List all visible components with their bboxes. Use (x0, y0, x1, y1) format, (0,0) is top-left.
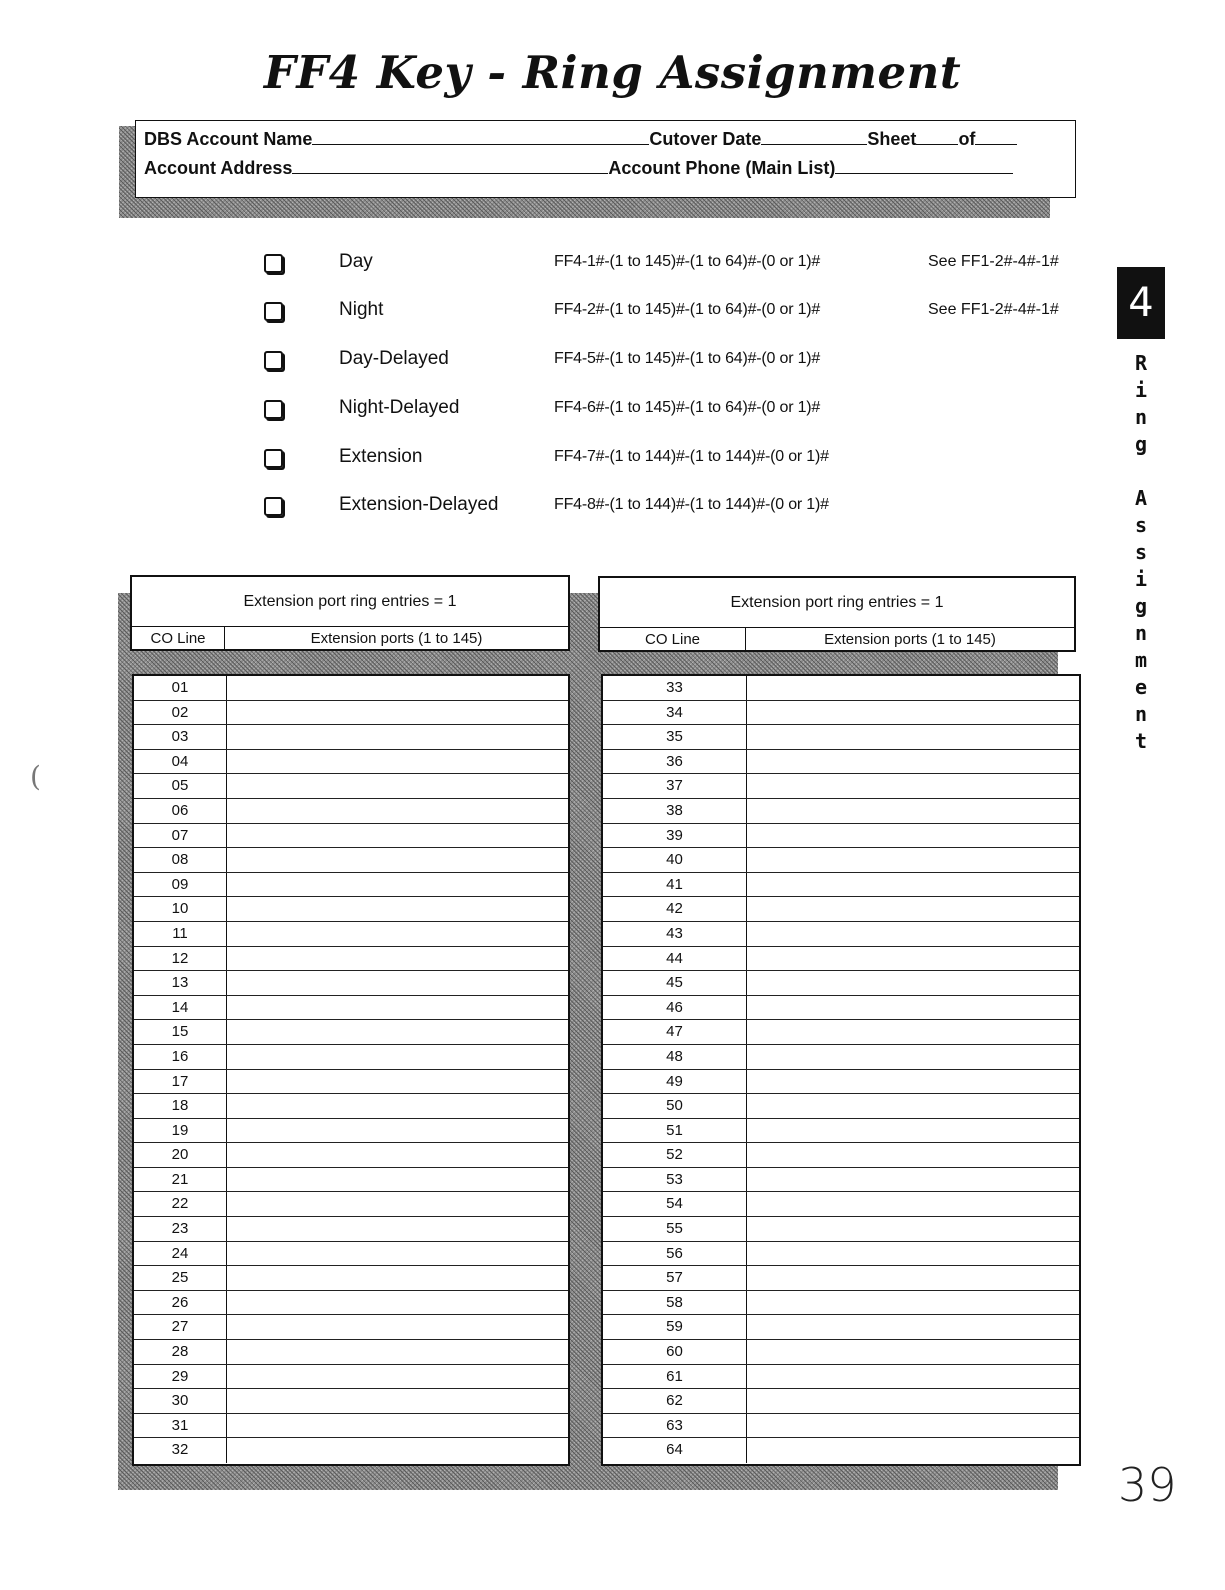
option-code: FF4-1#-(1 to 145)#-(1 to 64)#-(0 or 1)# (554, 253, 821, 270)
extension-ports-cell[interactable] (747, 848, 1079, 872)
account-header-box (135, 120, 1076, 198)
page-title: FF4 Key - Ring Assignment (263, 46, 962, 99)
extension-ports-cell[interactable] (747, 1070, 1079, 1094)
co-line-number: 64 (603, 1438, 747, 1463)
table-row (603, 1266, 1079, 1291)
extension-ports-cell[interactable] (227, 1045, 568, 1069)
co-line-number: 45 (603, 971, 747, 995)
co-line-number: 30 (134, 1389, 227, 1413)
margin-mark: ( (30, 760, 41, 793)
co-line-number: 06 (134, 799, 227, 823)
option-code: FF4-5#-(1 to 145)#-(1 to 64)#-(0 or 1)# (554, 350, 821, 367)
table-row (603, 1242, 1079, 1267)
of-field[interactable] (975, 127, 1017, 145)
table-row (603, 1291, 1079, 1316)
co-line-number: 25 (134, 1266, 227, 1290)
account-address-label: Account Address (144, 158, 293, 178)
co-line-number: 19 (134, 1119, 227, 1143)
extension-ports-cell[interactable] (747, 701, 1079, 725)
table-row (603, 1168, 1079, 1193)
co-line-number: 09 (134, 873, 227, 897)
option-checkbox[interactable] (264, 254, 283, 273)
co-line-number: 31 (134, 1414, 227, 1438)
table-row (603, 1143, 1079, 1168)
right-table-header (598, 576, 1076, 652)
extension-ports-cell[interactable] (227, 1070, 568, 1094)
table-row (134, 1192, 568, 1217)
extension-ports-cell[interactable] (747, 971, 1079, 995)
co-line-number: 47 (603, 1020, 747, 1044)
page-number: 39 (1118, 1458, 1177, 1512)
table-row (603, 1192, 1079, 1217)
table-row (603, 799, 1079, 824)
table-row (134, 1291, 568, 1316)
table-row (134, 1143, 568, 1168)
co-line-number: 50 (603, 1094, 747, 1118)
extension-ports-cell[interactable] (747, 996, 1079, 1020)
table-row (134, 996, 568, 1021)
ring-option-row (0, 446, 1225, 476)
co-line-number: 63 (603, 1414, 747, 1438)
table-row (134, 799, 568, 824)
co-line-number: 36 (603, 750, 747, 774)
co-line-number: 37 (603, 774, 747, 798)
table-row (134, 1340, 568, 1365)
table-row (603, 1020, 1079, 1045)
ring-option-row (0, 397, 1225, 427)
extension-ports-cell[interactable] (227, 1340, 568, 1364)
table-row (134, 873, 568, 898)
right-ext-ports-header: Extension ports (1 to 145) (824, 631, 996, 648)
extension-ports-cell[interactable] (747, 1045, 1079, 1069)
right-table-caption: Extension port ring entries = 1 (600, 578, 1074, 628)
table-row (603, 824, 1079, 849)
extension-ports-cell[interactable] (227, 1242, 568, 1266)
co-line-number: 13 (134, 971, 227, 995)
table-row (603, 1094, 1079, 1119)
table-row (603, 750, 1079, 775)
co-line-number: 59 (603, 1315, 747, 1339)
extension-ports-cell[interactable] (747, 1414, 1079, 1438)
co-line-number: 18 (134, 1094, 227, 1118)
table-row (603, 947, 1079, 972)
option-label: Night (339, 299, 384, 320)
table-row (134, 1242, 568, 1267)
co-line-number: 33 (603, 676, 747, 700)
extension-ports-cell[interactable] (747, 1143, 1079, 1167)
table-row (134, 1070, 568, 1095)
co-line-number: 48 (603, 1045, 747, 1069)
extension-ports-cell[interactable] (227, 848, 568, 872)
table-row (134, 922, 568, 947)
co-line-number: 46 (603, 996, 747, 1020)
co-line-number: 58 (603, 1291, 747, 1315)
ring-option-row (0, 299, 1225, 329)
co-line-number: 17 (134, 1070, 227, 1094)
table-row (134, 1365, 568, 1390)
co-line-number: 11 (134, 922, 227, 946)
of-label: of (958, 129, 976, 149)
extension-ports-cell[interactable] (747, 725, 1079, 749)
left-co-line-header: CO Line (132, 627, 225, 650)
extension-ports-cell[interactable] (227, 947, 568, 971)
right-co-line-header: CO Line (600, 628, 746, 651)
left-table-body (132, 674, 570, 1466)
table-row (603, 701, 1079, 726)
extension-ports-cell[interactable] (227, 725, 568, 749)
chapter-tab-title: R i n g A s s i g n m e n t (1134, 351, 1148, 753)
co-line-number: 01 (134, 676, 227, 700)
co-line-number: 20 (134, 1143, 227, 1167)
table-row (134, 1168, 568, 1193)
co-line-number: 29 (134, 1365, 227, 1389)
extension-ports-cell[interactable] (227, 1168, 568, 1192)
option-code: FF4-7#-(1 to 144)#-(1 to 144)#-(0 or 1)# (554, 448, 829, 465)
option-checkbox[interactable] (264, 351, 283, 370)
account-name-label: DBS Account Name (144, 129, 313, 149)
table-row (134, 824, 568, 849)
co-line-number: 39 (603, 824, 747, 848)
option-label: Extension (339, 446, 423, 467)
table-row (603, 971, 1079, 996)
option-code: FF4-8#-(1 to 144)#-(1 to 144)#-(0 or 1)# (554, 496, 829, 513)
co-line-number: 61 (603, 1365, 747, 1389)
extension-ports-cell[interactable] (747, 676, 1079, 700)
table-row (134, 725, 568, 750)
extension-ports-cell[interactable] (747, 750, 1079, 774)
co-line-number: 32 (134, 1438, 227, 1463)
extension-ports-cell[interactable] (747, 1266, 1079, 1290)
co-line-number: 35 (603, 725, 747, 749)
table-row (134, 1315, 568, 1340)
cutover-date-label: Cutover Date (649, 129, 762, 149)
left-table-caption: Extension port ring entries = 1 (132, 577, 568, 627)
co-line-number: 54 (603, 1192, 747, 1216)
extension-ports-cell[interactable] (227, 676, 568, 700)
table-row (134, 1119, 568, 1144)
table-row (603, 1119, 1079, 1144)
table-row (603, 1045, 1079, 1070)
co-line-number: 23 (134, 1217, 227, 1241)
table-row (134, 1438, 568, 1463)
co-line-number: 60 (603, 1340, 747, 1364)
extension-ports-cell[interactable] (227, 1217, 568, 1241)
co-line-number: 53 (603, 1168, 747, 1192)
extension-ports-cell[interactable] (227, 1291, 568, 1315)
option-see-ref: See FF1-2#-4#-1# (928, 253, 1059, 270)
extension-ports-cell[interactable] (227, 1438, 568, 1463)
left-ext-ports-header: Extension ports (1 to 145) (310, 630, 483, 647)
co-line-number: 04 (134, 750, 227, 774)
extension-ports-cell[interactable] (747, 1365, 1079, 1389)
option-see-ref: See FF1-2#-4#-1# (928, 301, 1059, 318)
table-row (603, 1340, 1079, 1365)
extension-ports-cell[interactable] (747, 897, 1079, 921)
co-line-number: 62 (603, 1389, 747, 1413)
option-label: Day (339, 251, 373, 272)
extension-ports-cell[interactable] (227, 701, 568, 725)
table-row (603, 848, 1079, 873)
extension-ports-cell[interactable] (227, 897, 568, 921)
table-row (134, 971, 568, 996)
option-checkbox[interactable] (264, 449, 283, 468)
table-row (603, 873, 1079, 898)
extension-ports-cell[interactable] (227, 799, 568, 823)
co-line-number: 52 (603, 1143, 747, 1167)
option-label: Extension-Delayed (339, 494, 499, 515)
ring-option-row (0, 348, 1225, 378)
account-address-field[interactable] (292, 156, 608, 174)
extension-ports-cell[interactable] (227, 873, 568, 897)
table-row (603, 1365, 1079, 1390)
extension-ports-cell[interactable] (227, 1192, 568, 1216)
extension-ports-cell[interactable] (227, 1315, 568, 1339)
extension-ports-cell[interactable] (747, 873, 1079, 897)
extension-ports-cell[interactable] (227, 1119, 568, 1143)
extension-ports-cell[interactable] (227, 971, 568, 995)
extension-ports-cell[interactable] (227, 1365, 568, 1389)
table-row (134, 1094, 568, 1119)
extension-ports-cell[interactable] (227, 824, 568, 848)
co-line-number: 44 (603, 947, 747, 971)
extension-ports-cell[interactable] (747, 1020, 1079, 1044)
table-row (603, 1389, 1079, 1414)
co-line-number: 10 (134, 897, 227, 921)
extension-ports-cell[interactable] (747, 774, 1079, 798)
extension-ports-cell[interactable] (227, 1266, 568, 1290)
extension-ports-cell[interactable] (747, 799, 1079, 823)
table-row (603, 774, 1079, 799)
extension-ports-cell[interactable] (747, 1389, 1079, 1413)
table-row (134, 1414, 568, 1439)
co-line-number: 43 (603, 922, 747, 946)
co-line-number: 12 (134, 947, 227, 971)
table-row (134, 774, 568, 799)
table-row (603, 922, 1079, 947)
left-table-header (130, 575, 570, 651)
extension-ports-cell[interactable] (747, 947, 1079, 971)
extension-ports-cell[interactable] (227, 996, 568, 1020)
extension-ports-cell[interactable] (747, 922, 1079, 946)
co-line-number: 38 (603, 799, 747, 823)
extension-ports-cell[interactable] (747, 1242, 1079, 1266)
extension-ports-cell[interactable] (747, 1291, 1079, 1315)
co-line-number: 57 (603, 1266, 747, 1290)
table-row (134, 897, 568, 922)
table-row (134, 750, 568, 775)
table-row (134, 1266, 568, 1291)
co-line-number: 02 (134, 701, 227, 725)
extension-ports-cell[interactable] (747, 1217, 1079, 1241)
co-line-number: 16 (134, 1045, 227, 1069)
co-line-number: 07 (134, 824, 227, 848)
co-line-number: 49 (603, 1070, 747, 1094)
table-row (603, 1414, 1079, 1439)
account-name-field[interactable] (312, 127, 649, 145)
table-row (603, 996, 1079, 1021)
table-row (603, 1315, 1079, 1340)
extension-ports-cell[interactable] (227, 774, 568, 798)
co-line-number: 27 (134, 1315, 227, 1339)
table-row (134, 1217, 568, 1242)
table-row (603, 725, 1079, 750)
co-line-number: 34 (603, 701, 747, 725)
extension-ports-cell[interactable] (227, 1143, 568, 1167)
sheet-field[interactable] (916, 127, 958, 145)
account-phone-field[interactable] (835, 156, 1013, 174)
table-row (134, 947, 568, 972)
extension-ports-cell[interactable] (747, 1438, 1079, 1463)
table-row (134, 848, 568, 873)
ring-option-row (0, 251, 1225, 281)
sheet-label: Sheet (867, 129, 917, 149)
table-row (603, 1070, 1079, 1095)
table-row (603, 897, 1079, 922)
co-line-number: 05 (134, 774, 227, 798)
co-line-number: 15 (134, 1020, 227, 1044)
extension-ports-cell[interactable] (747, 1192, 1079, 1216)
co-line-number: 22 (134, 1192, 227, 1216)
co-line-number: 42 (603, 897, 747, 921)
co-line-number: 51 (603, 1119, 747, 1143)
co-line-number: 08 (134, 848, 227, 872)
extension-ports-cell[interactable] (747, 1119, 1079, 1143)
co-line-number: 14 (134, 996, 227, 1020)
chapter-tab: 4 (1117, 267, 1165, 339)
extension-ports-cell[interactable] (747, 1168, 1079, 1192)
table-row (134, 1389, 568, 1414)
co-line-number: 55 (603, 1217, 747, 1241)
account-phone-label: Account Phone (Main List) (608, 158, 836, 178)
extension-ports-cell[interactable] (227, 750, 568, 774)
co-line-number: 40 (603, 848, 747, 872)
extension-ports-cell[interactable] (747, 1340, 1079, 1364)
option-checkbox[interactable] (264, 400, 283, 419)
option-label: Day-Delayed (339, 348, 449, 369)
extension-ports-cell[interactable] (227, 922, 568, 946)
extension-ports-cell[interactable] (747, 824, 1079, 848)
cutover-date-field[interactable] (761, 127, 867, 145)
extension-ports-cell[interactable] (747, 1094, 1079, 1118)
co-line-number: 41 (603, 873, 747, 897)
table-row (134, 676, 568, 701)
table-row (134, 1020, 568, 1045)
co-line-number: 26 (134, 1291, 227, 1315)
table-row (134, 1045, 568, 1070)
table-row (603, 1217, 1079, 1242)
option-checkbox[interactable] (264, 497, 283, 516)
co-line-number: 21 (134, 1168, 227, 1192)
co-line-number: 24 (134, 1242, 227, 1266)
extension-ports-cell[interactable] (227, 1094, 568, 1118)
extension-ports-cell[interactable] (227, 1389, 568, 1413)
ring-option-row (0, 494, 1225, 524)
co-line-number: 28 (134, 1340, 227, 1364)
co-line-number: 56 (603, 1242, 747, 1266)
right-table-body (601, 674, 1081, 1466)
co-line-number: 03 (134, 725, 227, 749)
extension-ports-cell[interactable] (747, 1315, 1079, 1339)
table-row (603, 1438, 1079, 1463)
extension-ports-cell[interactable] (227, 1020, 568, 1044)
option-label: Night-Delayed (339, 397, 460, 418)
option-code: FF4-6#-(1 to 145)#-(1 to 64)#-(0 or 1)# (554, 399, 821, 416)
option-code: FF4-2#-(1 to 145)#-(1 to 64)#-(0 or 1)# (554, 301, 821, 318)
table-row (134, 701, 568, 726)
option-checkbox[interactable] (264, 302, 283, 321)
table-row (603, 676, 1079, 701)
extension-ports-cell[interactable] (227, 1414, 568, 1438)
